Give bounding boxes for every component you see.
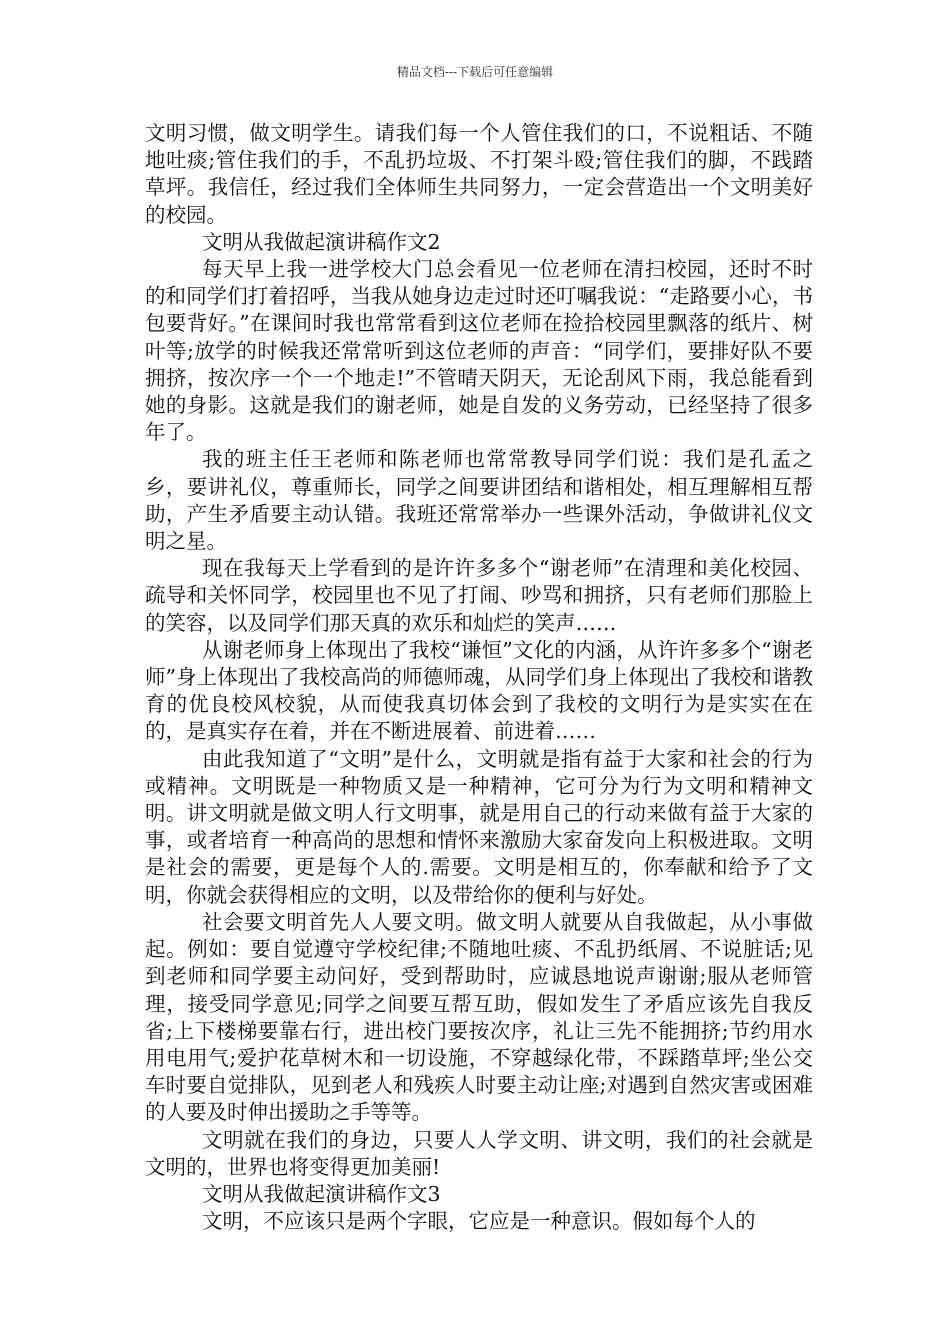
page-header: 精品文档---下载后可任意编辑: [396, 65, 554, 79]
document-body: [145, 120, 813, 1235]
paragraph-9: 文明，不应该只是两个字眼，它应是一种意识。假如每个人的: [202, 1209, 756, 1234]
paragraph-7: 社会要文明首先人人要文明。做文明人就要从自我做起，从小事做起。例如：要自觉遵守学校纪律;不随地吐痰、不乱扔纸屑、不说脏话;见到老师和同学要主动问好，受到帮助时，应诚恳地说声谢谢;服从老师管理，接受同学意见;同学之间要互帮互助，假如发生了矛盾应该先自我反省;上下楼梯要靠右行，进出校门要按次序，礼让三先不能拥挤;节约用水用电用气;爱护花草树木和一切设施，不穿越绿化带，不踩踏草坪;坐公交车时要自觉排队，见到老人和残疾人时要主动让座;对遇到自然灾害或困难的人要及时伸出援助之手等等。: [145, 909, 813, 1125]
essay-heading-3: 文明从我做起演讲稿作文3: [202, 1181, 441, 1206]
paragraph-6: 由此我知道了“文明”是什么，文明就是指有益于大家和社会的行为或精神。文明既是一种物质又是一种精神，它可分为行为文明和精神文明。讲文明就是做文明人行文明事，就是用自己的行动来做有益于大家的事，或者培育一种高尚的思想和情怀来激励大家奋发向上积极进取。文明是社会的需要，更是每个人的.需要。文明是相互的，你奉献和给予了文明，你就会获得相应的文明，以及带给你的便利与好处。: [145, 746, 813, 907]
paragraph-5: 从谢老师身上体现出了我校“谦恒”文化的内涵，从许许多多个“谢老师”身上体现出了我校高尚的师德师魂，从同学们身上体现出了我校和谐教育的优良校风校貌，从而使我真切体会到了我校的文明行为是实实在在的，是真实存在着，并在不断进展着、前进着……: [145, 637, 813, 744]
paragraph-3: 我的班主任王老师和陈老师也常常教导同学们说：我们是孔孟之乡，要讲礼仪，尊重师长，同学之间要讲团结和谐相处，相互理解相互帮助，产生矛盾要主动认错。我班还常常举办一些课外活动，争做讲礼仪文明之星。: [145, 447, 813, 554]
paragraph-8: 文明就在我们的身边，只要人人学文明、讲文明，我们的社会就是文明的，世界也将变得更加美丽!: [145, 1127, 813, 1179]
paragraph-1: 文明习惯，做文明学生。请我们每一个人管住我们的口，不说粗话、不随地吐痰;管住我们的手，不乱扔垃圾、不打架斗殴;管住我们的脚，不践踏草坪。我信任，经过我们全体师生共同努力，一定会营造出一个文明美好的校园。: [145, 121, 813, 227]
essay-heading-2: 文明从我做起演讲稿作文2: [202, 229, 441, 254]
paragraph-2: 每天早上我一进学校大门总会看见一位老师在清扫校园，还时不时的和同学们打着招呼，当我从她身边走过时还叮嘱我说：“走路要小心，书包要背好。”在课间时我也常常看到这位老师在捡拾校园里飘落的纸片、树叶等;放学的时候我还常常听到这位老师的声音：“同学们，要排好队不要拥挤，按次序一个一个地走!”不管晴天阴天，无论刮风下雨，我总能看到她的身影。这就是我们的谢老师，她是自发的义务劳动，已经坚持了很多年了。: [145, 257, 813, 445]
paragraph-4: 现在我每天上学看到的是许许多多个“谢老师”在清理和美化校园、疏导和关怀同学，校园里也不见了打闹、吵骂和拥挤，只有老师们那脸上的笑容，以及同学们那天真的欢乐和灿烂的笑声……: [145, 556, 813, 635]
